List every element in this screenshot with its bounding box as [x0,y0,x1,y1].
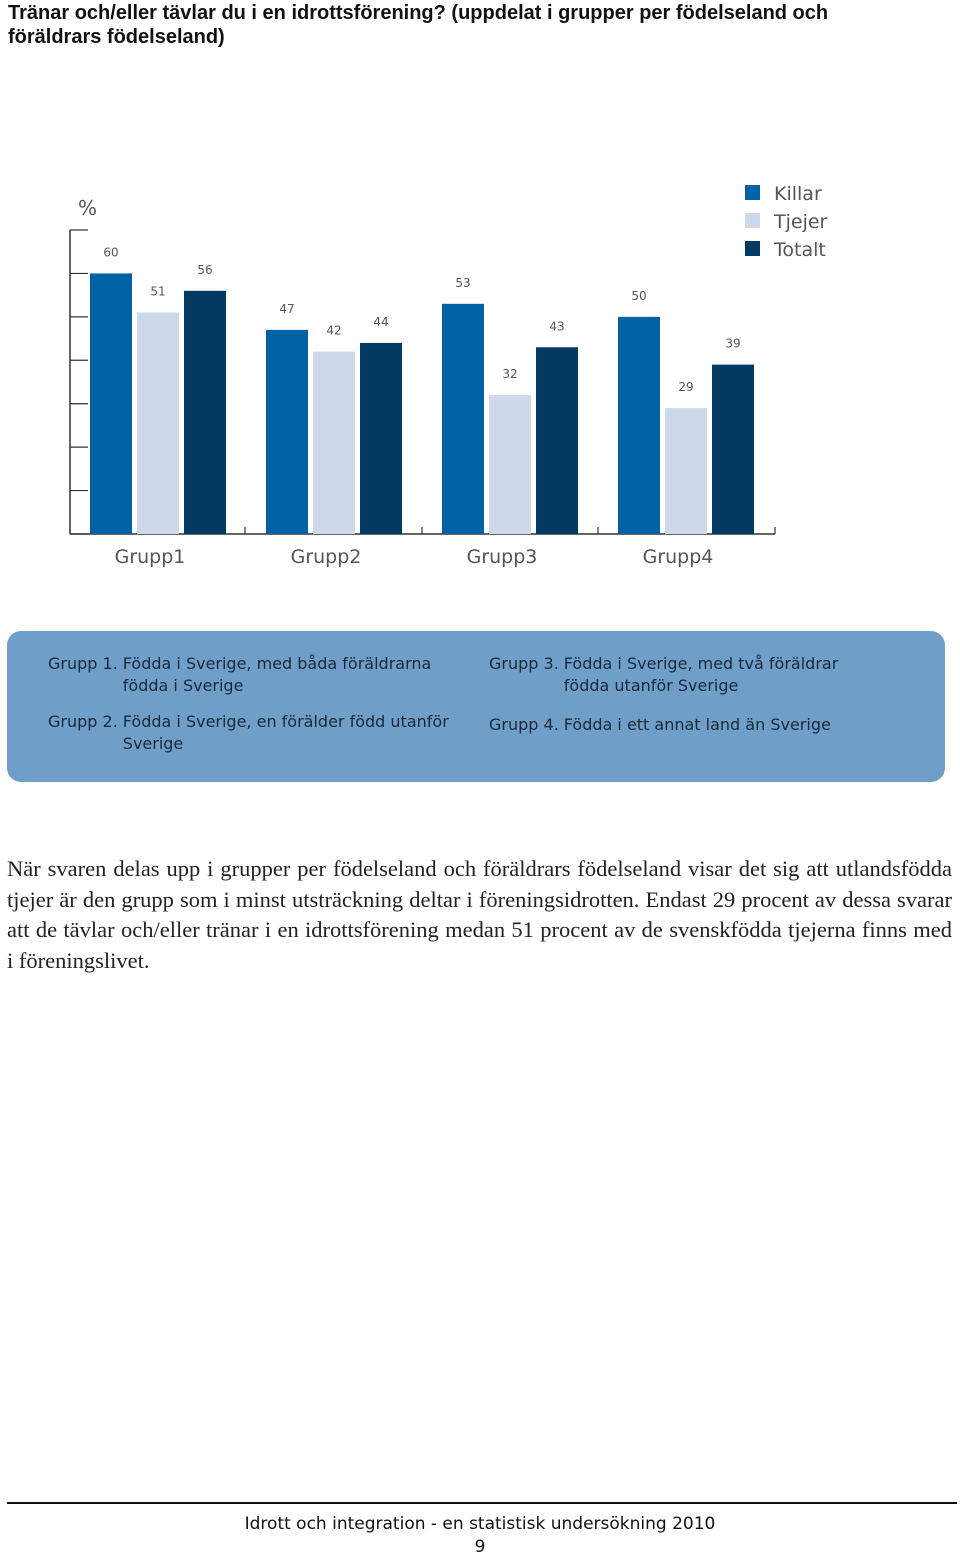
data-label: 43 [549,319,565,334]
bar-killar [618,317,660,534]
bar-totalt [712,365,754,534]
legend-swatch-killar [745,185,760,200]
y-axis-label: % [78,196,98,220]
bar-killar [90,273,132,534]
definition-label: Grupp 1. [48,654,118,673]
definition-text: Födda i Sverige, med båda föräldrarna födda i Sverige [122,654,432,695]
bar-chart [0,170,960,590]
bar-totalt [360,343,402,534]
data-label: 56 [197,262,213,277]
legend-label: Totalt [774,239,826,261]
definition-grupp-2 [48,711,478,755]
data-label: 53 [455,275,471,290]
group-definitions-box [7,631,945,782]
page-title: Tränar och/eller tävlar du i en idrottsförening? (uppdelat i grupper per födelseland och föräldrars födelseland) [8,2,829,48]
definition-grupp-3 [489,653,909,697]
legend-label: Killar [774,183,822,205]
bar-totalt [184,291,226,534]
data-label: 39 [725,336,741,351]
definition-text: Födda i Sverige, en förälder född utanför Sverige [122,712,449,753]
data-label: 51 [150,284,166,299]
bar-tjejer [137,313,179,534]
footer-divider [7,1502,957,1504]
definition-label: Grupp 4. [489,715,559,734]
bar-tjejer [489,395,531,534]
definition-grupp-1 [48,653,468,697]
page-number: 9 [474,1537,486,1557]
body-paragraph: När svaren delas upp i grupper per födelseland och föräldrars födelseland visar det sig att utlandsfödda tjejer är den grupp som i minst utsträckning deltar i föreningsidrotten. Endast 29 procent av dessa svarar att de tävlar och/eller tränar i en idrottsförening medan 51 procent av de svenskfödda tjejerna finns med i föreningslivet. [7,856,952,973]
bar-killar [442,304,484,534]
data-label: 44 [373,314,389,329]
legend-label: Tjejer [774,211,828,233]
definition-grupp-4 [489,714,909,736]
bar-killar [266,330,308,534]
definition-text: Födda i ett annat land än Sverige [563,715,831,734]
data-label: 29 [678,380,694,395]
bar-tjejer [665,408,707,534]
definition-label: Grupp 2. [48,712,118,731]
x-tick-label: Grupp3 [466,546,538,568]
data-label: 50 [631,288,647,303]
x-tick-label: Grupp2 [290,546,362,568]
legend-swatch-totalt [745,241,760,256]
legend-swatch-tjejer [745,213,760,228]
definition-text: Födda i Sverige, med två föräldrar födda utanför Sverige [563,654,839,695]
data-label: 32 [502,367,518,382]
data-label: 42 [326,323,342,338]
bar-totalt [536,347,578,534]
bar-tjejer [313,352,355,534]
footer-publication: Idrott och integration - en statistisk undersökning 2010 [244,1514,716,1534]
x-tick-label: Grupp4 [642,546,714,568]
data-label: 47 [279,301,295,316]
x-tick-label: Grupp1 [114,546,186,568]
data-label: 60 [103,245,119,260]
definition-label: Grupp 3. [489,654,559,673]
